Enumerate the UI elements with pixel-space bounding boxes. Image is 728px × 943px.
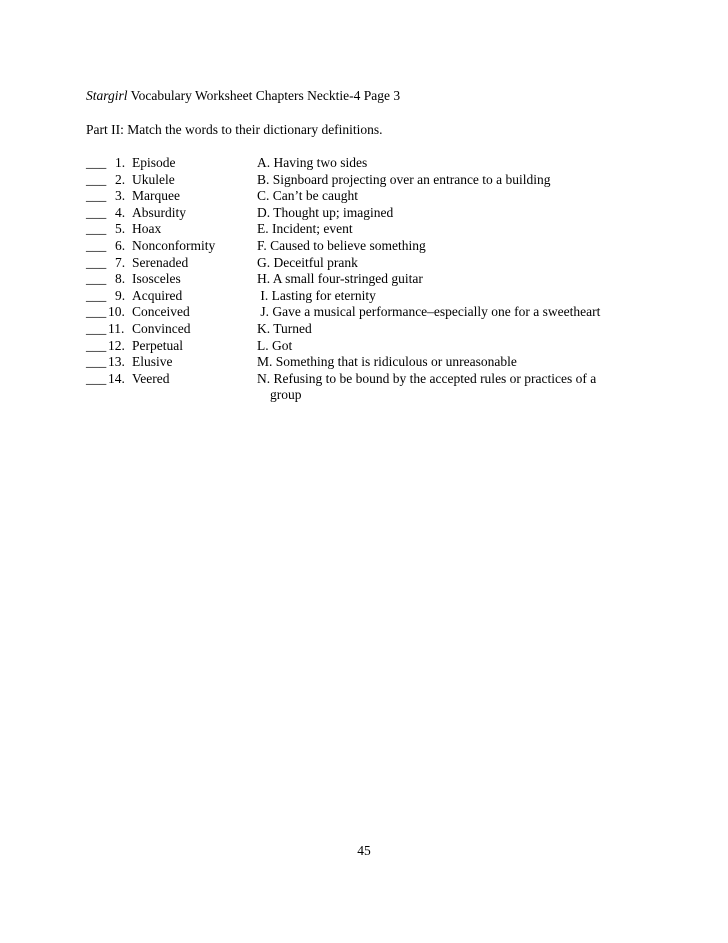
answer-blank[interactable]: ___ — [86, 237, 107, 253]
item-number: 13. — [108, 354, 125, 370]
item-number: 6. — [115, 237, 126, 253]
answer-blank[interactable]: ___ — [86, 271, 107, 287]
definition-text: H. A small four-stringed guitar — [257, 271, 423, 287]
item-number: 8. — [115, 271, 126, 287]
worksheet-title — [86, 88, 400, 104]
vocab-word: Elusive — [132, 354, 173, 370]
matching-item-2 — [86, 172, 646, 189]
item-number: 12. — [108, 337, 125, 353]
answer-blank[interactable]: ___ — [86, 204, 107, 220]
item-number: 11. — [108, 320, 125, 336]
vocab-word: Acquired — [132, 287, 183, 303]
vocab-word: Isosceles — [132, 271, 181, 287]
page-number: 45 — [357, 843, 371, 858]
vocab-word: Perpetual — [132, 337, 183, 353]
matching-item-3 — [86, 188, 646, 205]
matching-item-13 — [86, 354, 646, 371]
answer-blank[interactable]: ___ — [86, 171, 107, 187]
item-number: 14. — [108, 370, 125, 386]
definition-text: J. Gave a musical performance–especially one for a sweetheart — [257, 304, 601, 320]
answer-blank[interactable]: ___ — [86, 155, 107, 170]
answer-blank[interactable]: ___ — [86, 254, 107, 270]
definition-text: G. Deceitful prank — [257, 254, 358, 270]
title-text: Vocabulary Worksheet Chapters Necktie-4 Page 3 — [127, 88, 401, 103]
definition — [257, 288, 657, 305]
definition — [257, 321, 657, 338]
definition-text: E. Incident; event — [257, 221, 353, 237]
answer-blank[interactable]: ___ — [86, 337, 107, 353]
matching-item-7 — [86, 255, 646, 272]
definition-text: C. Can’t be caught — [257, 188, 358, 204]
definition-text: M. Something that is ridiculous or unreasonable — [257, 354, 517, 370]
definition-text: F. Caused to believe something — [257, 237, 426, 253]
definition — [257, 172, 657, 189]
vocab-word: Veered — [132, 370, 170, 386]
matching-item-11 — [86, 321, 646, 338]
definition-text: K. Turned — [257, 320, 312, 336]
definition — [257, 221, 657, 238]
vocab-word: Serenaded — [132, 254, 189, 270]
book-title: Stargirl — [86, 88, 128, 103]
definition-text: D. Thought up; imagined — [257, 204, 394, 220]
item-number: 5. — [115, 221, 126, 237]
matching-item-10 — [86, 304, 646, 321]
answer-blank[interactable]: ___ — [86, 320, 107, 336]
definition — [257, 205, 657, 222]
item-number: 9. — [115, 287, 126, 303]
definition-text: L. Got — [257, 337, 293, 353]
answer-blank[interactable]: ___ — [86, 188, 107, 204]
item-number: 10. — [108, 304, 125, 320]
definition — [257, 338, 657, 355]
matching-item-5 — [86, 221, 646, 238]
item-number: 3. — [115, 188, 126, 204]
answer-blank[interactable]: ___ — [86, 304, 107, 320]
definition — [257, 354, 657, 371]
matching-item-9 — [86, 288, 646, 305]
answer-blank[interactable]: ___ — [86, 370, 107, 386]
definition-text: B. Signboard projecting over an entrance to a building — [257, 171, 551, 187]
matching-item-6 — [86, 238, 646, 255]
vocab-word: Convinced — [132, 320, 191, 336]
definition — [257, 255, 657, 272]
matching-item-12 — [86, 338, 646, 355]
vocab-word: Ukulele — [132, 171, 175, 187]
vocab-word: Hoax — [132, 221, 162, 237]
item-number: 7. — [115, 254, 126, 270]
matching-item-14 — [86, 370, 646, 403]
vocab-word: Absurdity — [132, 204, 186, 220]
answer-blank[interactable]: ___ — [86, 221, 107, 237]
definition — [257, 271, 657, 288]
vocab-word: Conceived — [132, 304, 190, 320]
item-number: 4. — [115, 204, 126, 220]
answer-blank[interactable]: ___ — [86, 287, 107, 303]
definition-text: I. Lasting for eternity — [257, 287, 376, 303]
definition — [257, 304, 657, 321]
definition-text: N. Refusing to be bound by the accepted rules or practices of a — [257, 370, 597, 386]
definition-continuation: group — [270, 387, 302, 403]
vocab-word: Episode — [132, 155, 176, 170]
item-number: 2. — [115, 171, 126, 187]
vocab-word: Marquee — [132, 188, 180, 204]
matching-item-8 — [86, 271, 646, 288]
matching-list — [86, 155, 646, 403]
item-number: 1. — [115, 155, 126, 170]
definition-text: A. Having two sides — [257, 155, 368, 170]
instructions: Part II: Match the words to their dictionary definitions. — [86, 122, 383, 137]
definition — [257, 371, 657, 404]
matching-item-1 — [86, 155, 646, 172]
vocab-word: Nonconformity — [132, 237, 216, 253]
matching-item-4 — [86, 205, 646, 222]
answer-blank[interactable]: ___ — [86, 354, 107, 370]
definition — [257, 238, 657, 255]
definition — [257, 188, 657, 205]
definition — [257, 155, 657, 172]
